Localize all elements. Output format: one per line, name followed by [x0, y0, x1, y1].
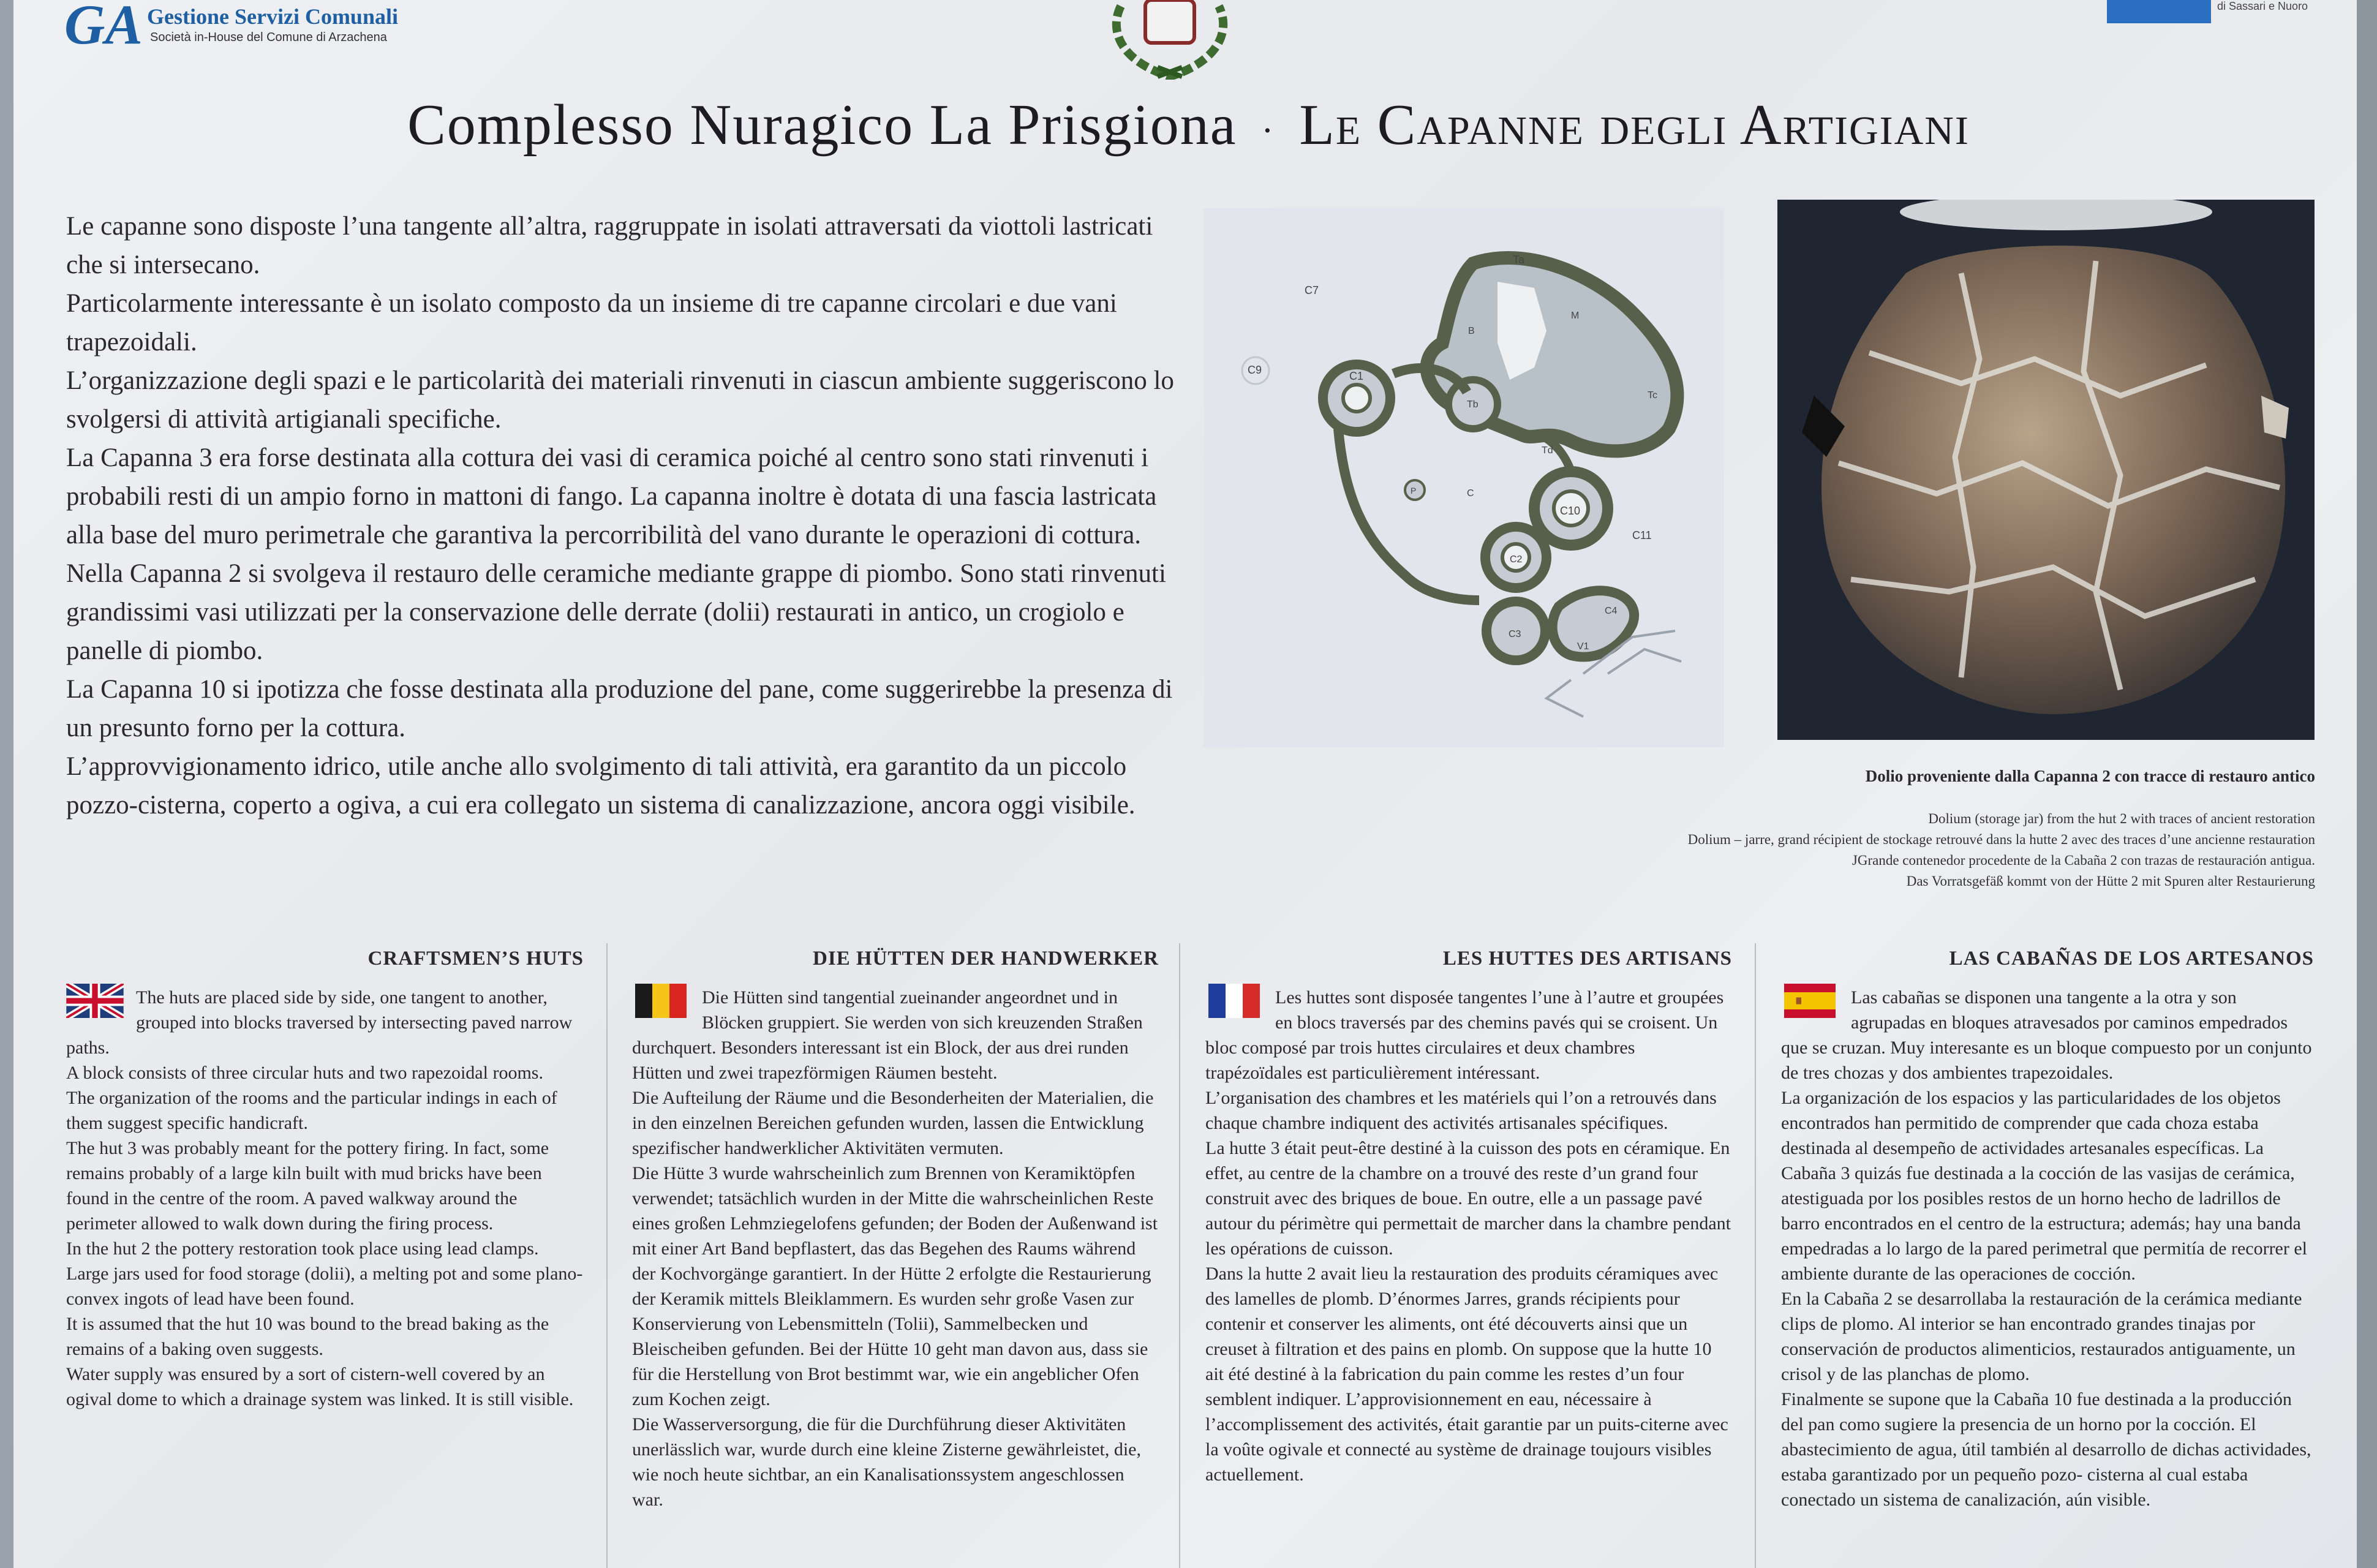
plan-label: Tb	[1467, 399, 1479, 410]
spanish-paragraph: En la Cabaña 2 se desarrollaba la restauración de la cerámica mediante clips de plomo. Al interior se han encontrado grandes tinajas por conservación de productos alimenticios, restaurados antiguamente, un crisol y de las planchas de plomo.	[1781, 1289, 2302, 1384]
dolium-photo	[1777, 200, 2315, 740]
english-paragraph: The huts are placed side by side, one tangent to another, grouped into blocks traversed by intersecting paved narrow paths.	[66, 987, 573, 1058]
plan-label: C4	[1605, 606, 1618, 616]
caption-line: Das Vorratsgefäß kommt von der Hütte 2 mit Spuren alter Restaurierung	[1906, 873, 2315, 889]
region-logo-text: di Sassari e Nuoro	[2217, 0, 2308, 12]
photo-caption: Dolio proveniente dalla Capanna 2 con tracce di restauro antico	[1865, 767, 2315, 785]
logo-subtitle: Società in-House del Comune di Arzachena	[150, 31, 387, 44]
english-heading: CRAFTSMEN’S HUTS	[367, 948, 584, 970]
english-paragraph: A block consists of three circular huts and two rapezoidal rooms.	[66, 1063, 543, 1083]
gsc-logo	[64, 0, 407, 58]
intro-paragraph: La Capanna 3 era forse destinata alla cottura dei vasi di ceramica poiché al centro sono stati rinvenuti i probabili resti di un ampio forno in mattoni di fango. La capanna inoltre è dotata di una fascia lastricata alla base del muro perimetrale che garantiva la percorribilità del vano durante le operazioni di cottura.	[66, 443, 1157, 549]
english-column	[66, 946, 584, 1412]
title-site: Complesso Nuragico La Prisgiona	[407, 93, 1237, 157]
french-column	[1205, 946, 1732, 1487]
photo-caption-translations	[1470, 809, 2315, 892]
intro-paragraph: L’approvvigionamento idrico, utile anche allo svolgimento di tali attività, era garantito da un piccolo pozzo-cisterna, coperto a ogiva, a cui era collegato un sistema di canalizzazione, ancora oggi visibile.	[66, 752, 1136, 820]
logo-title: Gestione Servizi Comunali	[147, 4, 398, 29]
german-paragraph: Die Hütten sind tangential zueinander angeordnet und in Blöcken gruppiert. Sie werden von sich kreuzenden Straßen durchquert. Besonders interessant ist ein Block, der aus drei runden Hütten und zwei trapezförmigen Räumen besteht.	[632, 987, 1143, 1083]
plan-label: C	[1467, 488, 1474, 499]
column-divider	[1179, 943, 1180, 1568]
german-paragraph: Die Hütte 3 wurde wahrscheinlich zum Brennen von Keramiktöpfen verwendet; tatsächlich wurden in der Mitte die wahrscheinlichen Reste eines großen Lehmziegelofens gefunden; der Boden der Außenwand ist mit einer Art Band bepflastert, das das Begehen des Raums während der Kochvorgänge garantiert. In der Hütte 2 erfolgte die Restaurierung der Keramik mittels Bleiklammern. Es wurden sehr große Vasen zur Konservierung von Lebensmitteln (Tolii), Sammelbecken und Bleischeiben gefunden. Bei der Hütte 10 geht man davon aus, dass sie für die Herstellung von Brot bestimmt war, wie ein angeblicher Ofen zum Kochen zeigt.	[632, 1163, 1158, 1409]
plan-label: P	[1411, 486, 1417, 496]
title-separator: ·	[1261, 110, 1275, 151]
french-heading: LES HUTTES DES ARTISANS	[1442, 948, 1732, 970]
intro-paragraph: La Capanna 10 si ipotizza che fosse destinata alla produzione del pane, come suggerirebbe la presenza di un presunto forno per la cottura.	[66, 675, 1173, 742]
plan-label: V1	[1577, 641, 1589, 652]
french-paragraph: Dans la hutte 2 avait lieu la restauration des produits céramiques avec des lamelles de plomb. D’énormes Jarres, grands récipients pour contenir et conserver les aliments, ont été découverts ainsi que un creuset à filtration et des pains en plomb. On suppose que la hutte 10 ait été destiné à la fabrication du pain comme les restes d’un four semblent indiquer. L’approvisionnement en eau, nécessaire à l’accomplissement des activités, était garantie par un puits-citerne avec la voûte ogivale et connecté au système de drainage toujours visibles actuellement.	[1205, 1264, 1728, 1485]
spanish-column	[1781, 946, 2314, 1512]
intro-paragraph: Le capanne sono disposte l’una tangente all’altra, raggruppate in isolati attraversati da viottoli lastricati che si intersecano.	[66, 212, 1153, 279]
intro-paragraph: Nella Capanna 2 si svolgeva il restauro delle ceramiche mediante grappe di piombo. Sono stati rinvenuti grandissimi vasi utilizzati per la conservazione delle derrate (dolii) restaurati in antico, un crogiolo e panelle di piombo.	[66, 559, 1166, 665]
intro-paragraph: L’organizzazione degli spazi e le particolarità dei materiali rinvenuti in ciascun ambiente suggeriscono lo svolgersi di attività artigianali specifiche.	[66, 366, 1174, 434]
es-flag-icon	[1781, 984, 1839, 1018]
intro-text	[66, 207, 1193, 824]
plan-label: C2	[1510, 554, 1523, 565]
german-paragraph: Die Wasserversorgung, die für die Durchführung dieser Aktivitäten unerlässlich war, wurde durch eine kleine Zisterne gewährleistet, die, wie noch heute sichtbar, an ein Kanalisationssystem angeschlossen war.	[632, 1414, 1141, 1510]
french-paragraph: Les huttes sont disposée tangentes l’une à l’autre et groupées en blocs traversés par des chemins pavés qui se croisent. Un bloc composé par trois huttes circulaires et deux chambres trapézoïdales est particulièrement intéressant.	[1205, 987, 1724, 1083]
german-paragraph: Die Aufteilung der Räume und die Besonderheiten der Materialien, die in den einzelnen Bereichen gefunden wurden, lassen die Entwicklung spezifischer handwerklicher Aktivitäten vermuten.	[632, 1088, 1154, 1158]
column-divider	[1755, 943, 1756, 1568]
region-logo	[2107, 0, 2211, 23]
english-paragraph: It is assumed that the hut 10 was bound to the bread baking as the remains of a baking oven suggests.	[66, 1314, 549, 1359]
page-title	[0, 92, 2377, 158]
english-paragraph: In the hut 2 the pottery restoration took place using lead clamps. Large jars used for food storage (dolii), a melting pot and some plano-convex ingots of lead have been found.	[66, 1238, 583, 1309]
plan-label: B	[1468, 326, 1475, 336]
municipal-crest-icon	[1096, 0, 1243, 83]
plan-label: C7	[1305, 284, 1319, 296]
intro-paragraph: Particolarmente interessante è un isolato composto da un insieme di tre capanne circolari e due vani trapezoidali.	[66, 289, 1117, 356]
logo-mark: GA	[64, 0, 143, 56]
plan-label: C1	[1349, 370, 1364, 382]
sign-frame-right	[2357, 0, 2377, 1568]
caption-line: Dolium – jarre, grand récipient de stockage retrouvé dans la hutte 2 avec des traces d’une ancienne restauration	[1687, 832, 2315, 847]
english-paragraph: Water supply was ensured by a sort of cistern-well covered by an ogival dome to which a drainage system was linked. It is still visible.	[66, 1364, 574, 1409]
spanish-heading: LAS CABAÑAS DE LOS ARTESANOS	[1949, 948, 2314, 970]
english-paragraph: The organization of the rooms and the particular indings in each of them suggest specific handicraft.	[66, 1088, 557, 1133]
caption-line: Dolium (storage jar) from the hut 2 with traces of ancient restoration	[1928, 811, 2315, 826]
title-subject: Le Capanne degli Artigiani	[1299, 93, 1970, 157]
sign-frame-left	[0, 0, 13, 1568]
german-heading: DIE HÜTTEN DER HANDWERKER	[813, 948, 1159, 970]
plan-label: C9	[1248, 364, 1262, 376]
fr-flag-icon	[1205, 984, 1263, 1018]
de-flag-icon	[632, 984, 690, 1018]
uk-flag-icon	[66, 984, 124, 1018]
column-divider	[606, 943, 608, 1568]
caption-line: JGrande contenedor procedente de la Cabaña 2 con trazas de restauración antigua.	[1851, 853, 2315, 868]
plan-label: Ta	[1513, 254, 1525, 266]
plan-label: C10	[1560, 505, 1581, 517]
french-paragraph: La hutte 3 était peut-être destiné à la cuisson des pots en céramique. En effet, au centre de la chambre on a trouvé des reste d’un grand four construit avec des briques de boue. En outre, elle a un passage pavé autour du périmètre qui permettait de marcher dans la chambre pendant les opérations de cuisson.	[1205, 1138, 1731, 1259]
spanish-paragraph: Las cabañas se disponen una tangente a la otra y son agrupadas en bloques atravesados por caminos empedrados que se cruzan. Muy interesante es un bloque compuesto por un conjunto de tres chozas y dos ambientes trapezoidales.	[1781, 987, 2312, 1083]
german-column	[632, 946, 1159, 1512]
english-paragraph: The hut 3 was probably meant for the pottery firing. In fact, some remains probably of a large kiln built with mud bricks have been found in the centre of the room. A paved walkway around the perimeter allowed to walk down during the firing process.	[66, 1138, 549, 1234]
plan-label: Tc	[1648, 390, 1657, 401]
plan-label: C11	[1632, 529, 1652, 541]
site-plan	[1204, 208, 1724, 747]
plan-label: Td	[1542, 445, 1553, 456]
french-paragraph: L’organisation des chambres et les matériels qui l’on a retrouvés dans chaque chambre indiquent des activités artisanales spécifiques.	[1205, 1088, 1717, 1133]
plan-label: M	[1571, 311, 1580, 321]
plan-label: C3	[1509, 629, 1521, 639]
spanish-paragraph: La organización de los espacios y las particularidades de los objetos encontrados han permitido de comprender que cada choza estaba destinada al desempeño de actividades artesanales específicas. La Cabaña 3 quizás fue destinada a la cocción de las vasijas de cerámica, atestiguada por los posibles restos de un horno hecho de ladrillos de barro encontrados en el centro de la estructura; además; hay una banda empedradas a lo largo de la pared perimetral que permitía de recorrer el ambiente durante de las operaciones de cocción.	[1781, 1088, 2308, 1284]
spanish-paragraph: Finalmente se supone que la Cabaña 10 fue destinada a la producción del pan como sugiere la presencia de un horno por la cocción. El abastecimiento de agua, útil también al desarrollo de dichas actividades, estaba garantizado por un pequeño pozo- cisterna al cual estaba conectado un sistema de canalización, aún visible.	[1781, 1389, 2311, 1510]
